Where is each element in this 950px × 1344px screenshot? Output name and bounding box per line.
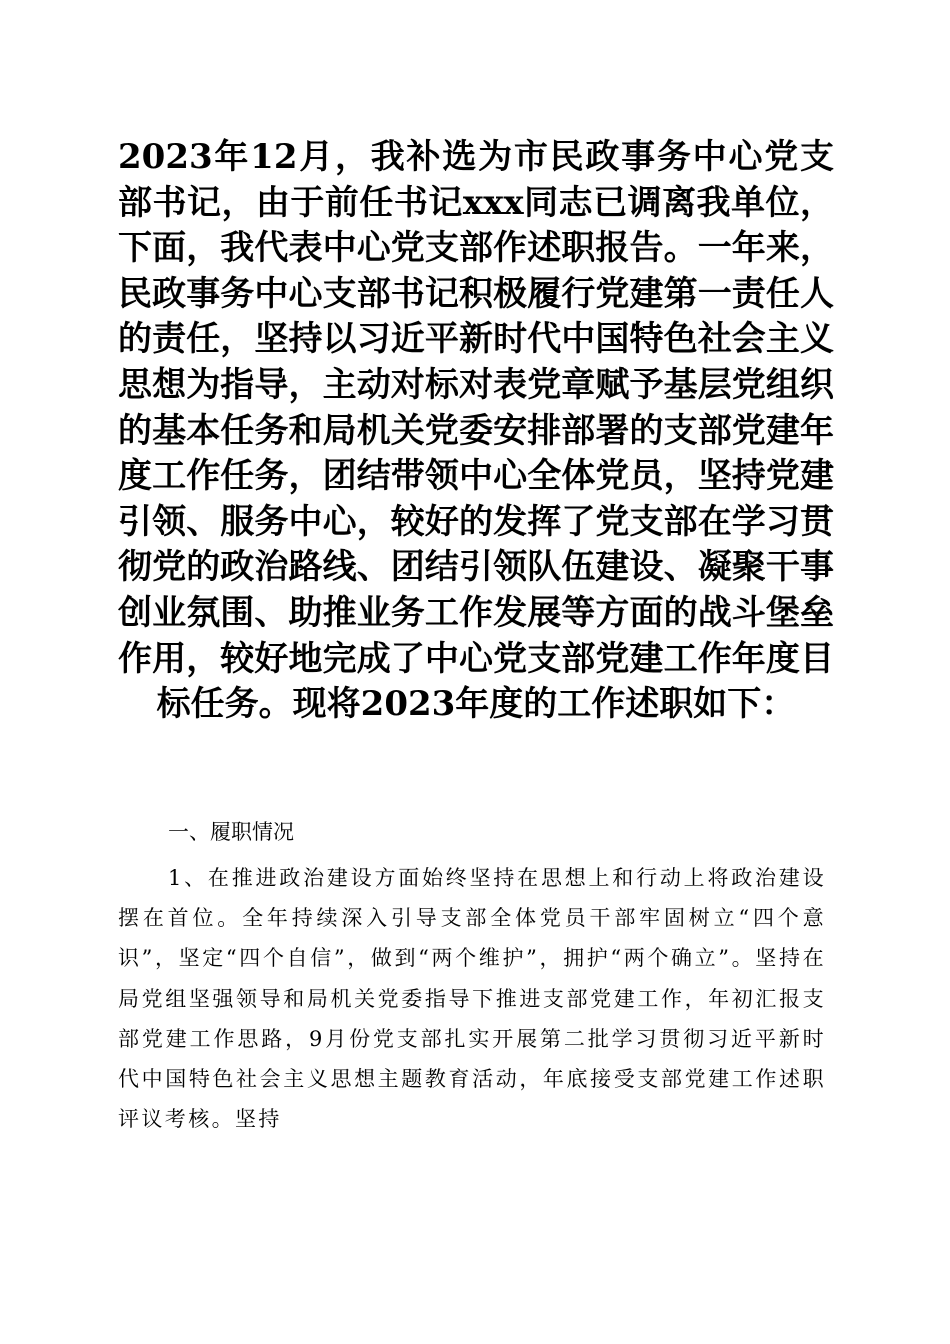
body-paragraph: 1、在推进政治建设方面始终坚持在思想上和行动上将政治建设摆在首位。全年持续深入引导支部全体党员干部牢固树立“四个意识”，坚定“四个自信”，做到“两个维护”，拥护“两个确立”。坚持在局党组坚强领导和局机关党委指导下推进支部党建工作，年初汇报支部党建工作思路，9月份党支部扎实开展第二批学习贯彻习近平新时代中国特色社会主义思想主题教育活动，年底接受支部党建工作述职评议考核。坚持: [118, 866, 826, 1132]
intro-paragraph: 2023年12月，我补选为市民政事务中心党支部书记，由于前任书记xxx同志已调离我单位，下面，我代表中心党支部作述职报告。一年来，民政事务中心支部书记积极履行党建第一责任人的责任，坚持以习近平新时代中国特色社会主义思想为指导，主动对标对表党章赋予基层党组织的基本任务和局机关党委安排部署的支部党建年度工作任务，团结带领中心全体党员，坚持党建引领、服务中心，较好的发挥了党支部在学习贯彻党的政治路线、团结引领队伍建设、凝聚干事创业氛围、助推业务工作发展等方面的战斗堡垒作用，较好地完成了中心党支部党建工作年度目标任务。现将2023年度的工作述职如下：: [118, 137, 834, 725]
section-heading: 一、履职情况: [168, 820, 294, 844]
